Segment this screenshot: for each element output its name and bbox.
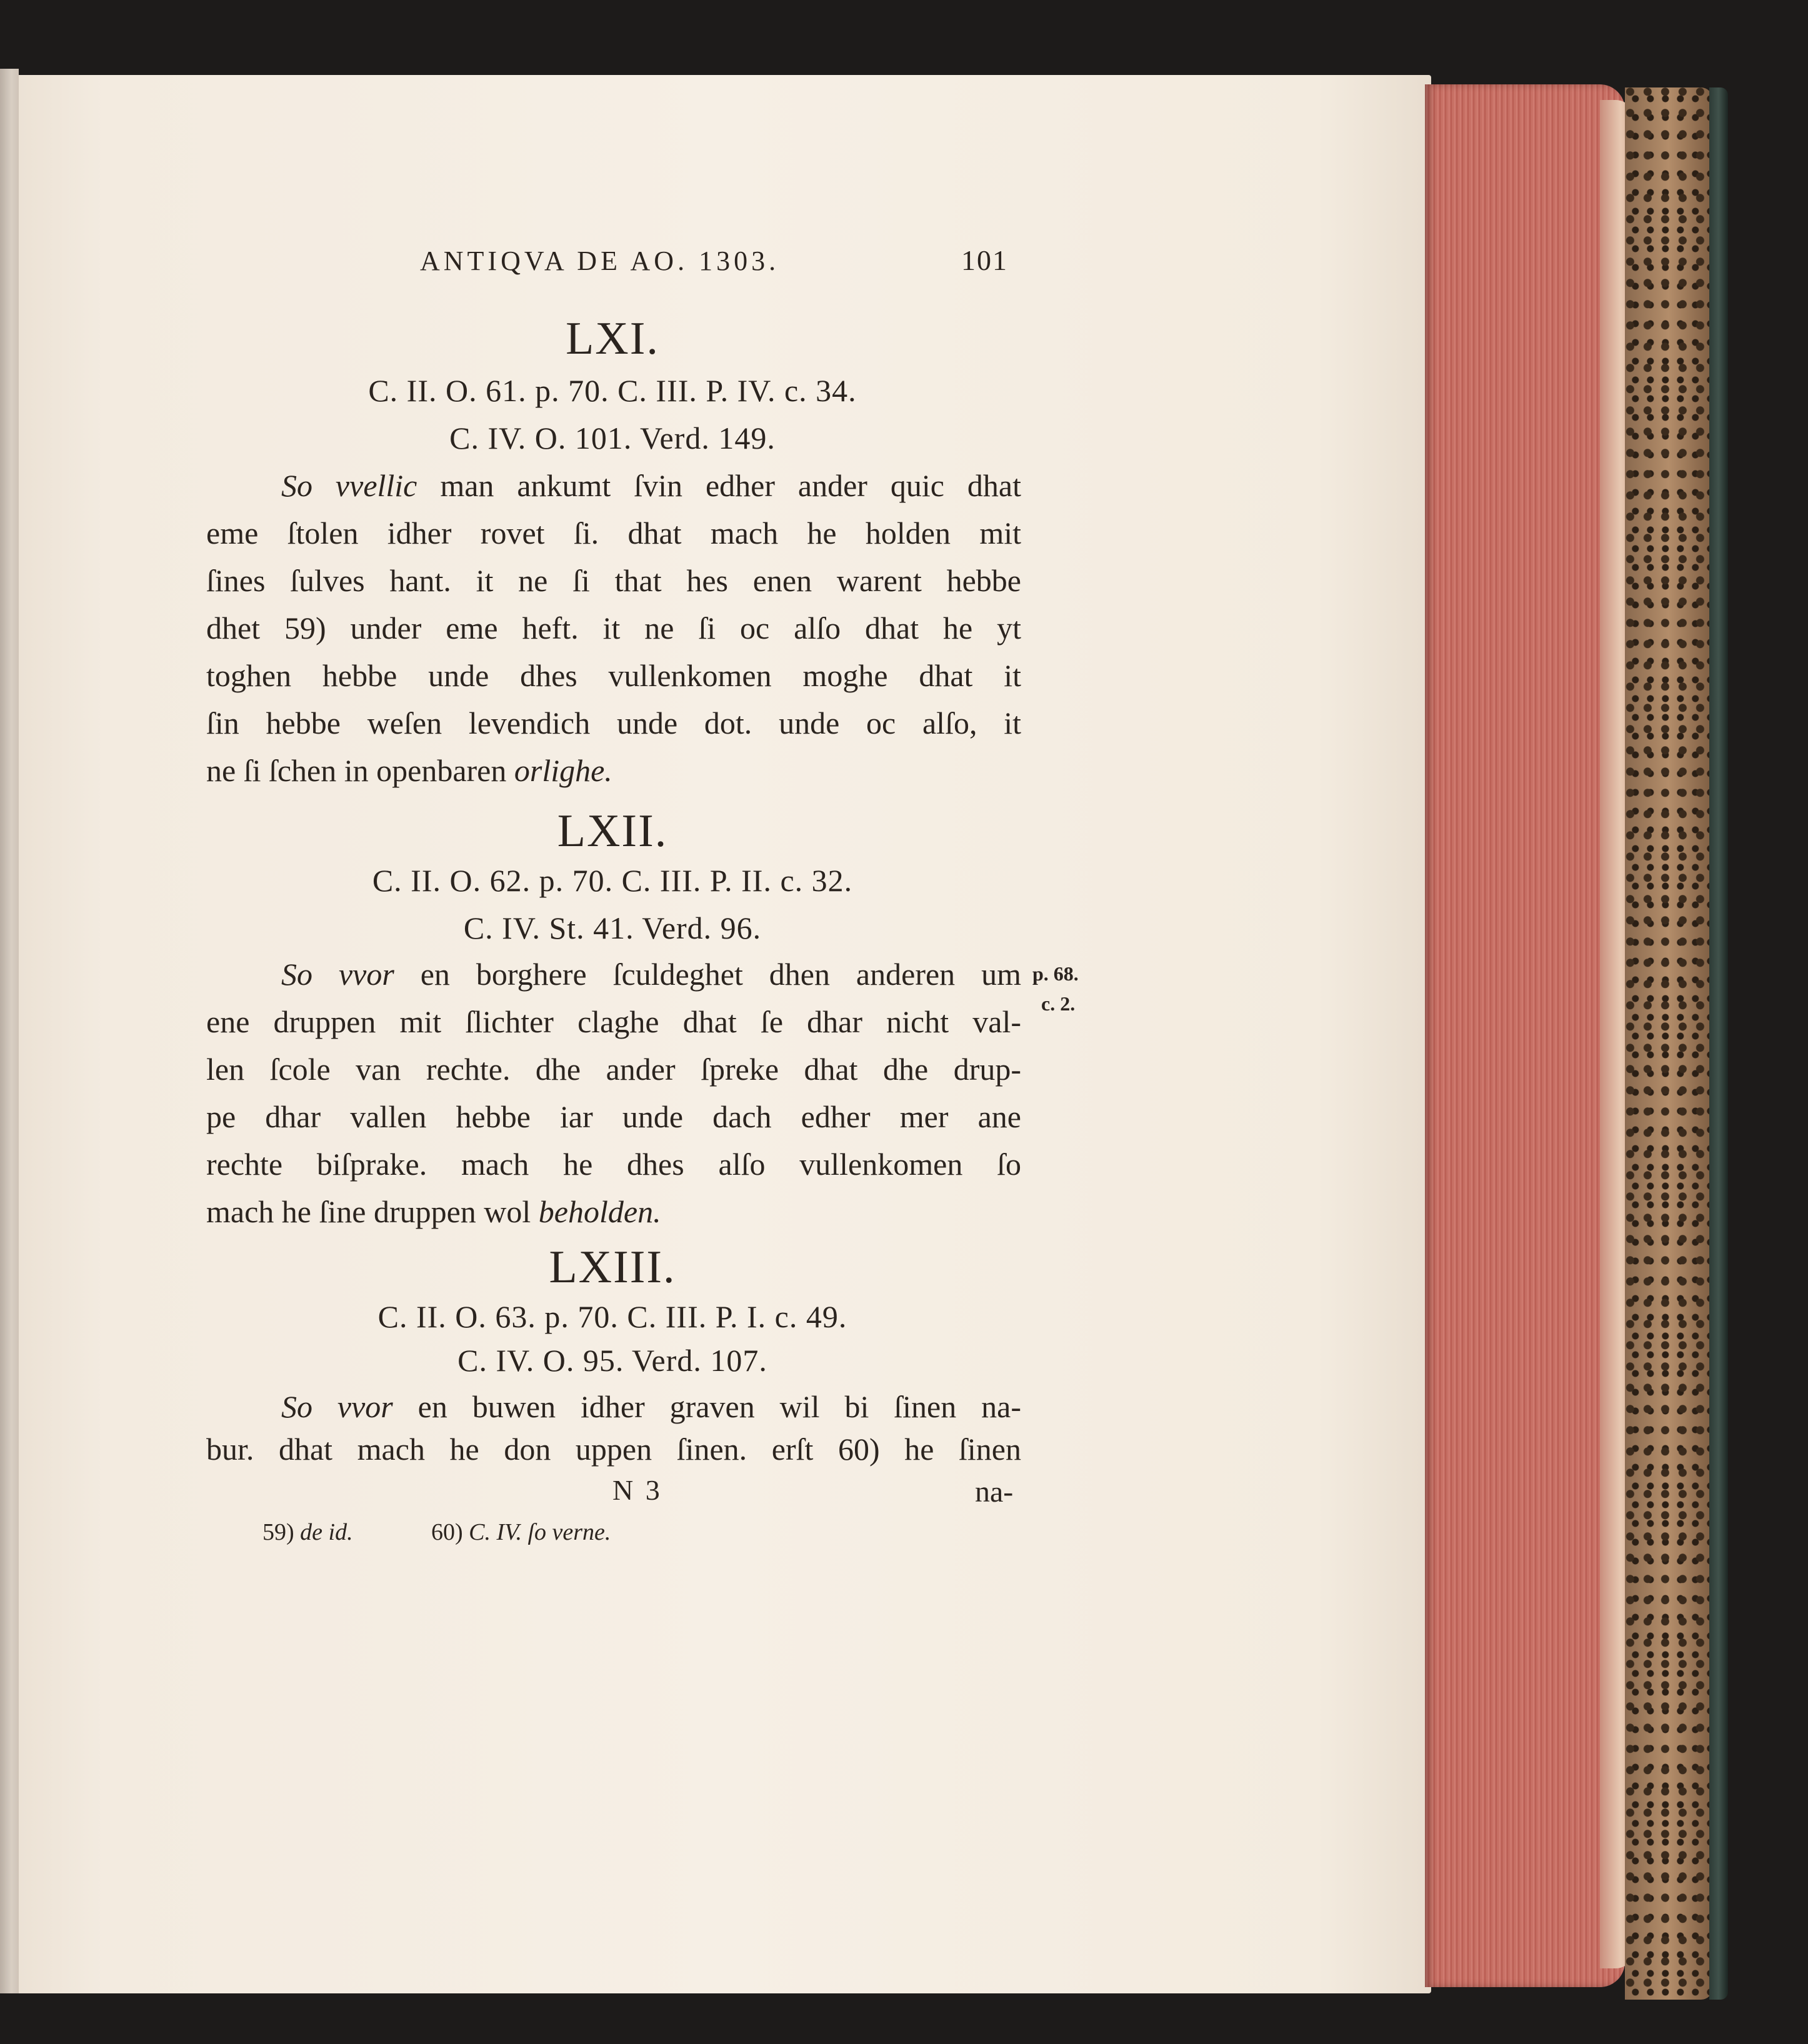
incipit: So vvor [281,1389,393,1424]
text-line: eme ſtolen idher rovet ſi. dhat mach he holden mit [206,516,1021,551]
text-line: So vvellic man ankumt ſvin edher ander quic dhat [281,468,1021,503]
text-line: ſin hebbe weſen levendich unde dot. unde oc alſo, it [206,705,1021,740]
text-line: bur. dhat mach he don uppen ſinen. erſt 60) he ſinen [206,1432,1021,1467]
signature-mark: N 3 [612,1474,662,1506]
page-block-edge [1425,84,1625,1987]
marginal-note: p. 68. [1032,962,1079,985]
catchword: na- [975,1475,1014,1508]
text-line: len ſcole van rechte. dhe ander ſpreke dhat dhe drup- [206,1052,1021,1087]
page-number: 101 [961,244,1008,276]
footnote: 60) C. IV. ſo verne. [431,1519,611,1545]
cover-spine-edge [1709,87,1728,2000]
marginal-note: c. 2. [1041,992,1076,1015]
concordance-ref: C. IV. O. 101. Verd. 149. [449,421,776,456]
text-line: toghen hebbe unde dhes vullenkomen moghe dhat it [206,658,1021,693]
footnote: 59) de id. [262,1519,353,1545]
running-head: ANTIQVA DE AO. 1303. [420,246,780,276]
text-line: mach he ſine druppen wol beholden. [206,1194,661,1229]
book-cover [1625,87,1712,2000]
text-line: So vvor en buwen idher graven wil bi ſinen na- [281,1389,1021,1424]
concordance-ref: C. II. O. 62. p. 70. C. III. P. II. c. 32. [372,863,853,898]
section-numeral: LXIII. [549,1242,676,1293]
text-line: rechte biſprake. mach he dhes alſo vullenkomen ſo [206,1147,1021,1182]
concordance-ref: C. II. O. 61. p. 70. C. III. P. IV. c. 34. [368,373,857,408]
text-line: dhet 59) under eme heft. it ne ſi oc alſo dhat he yt [206,611,1021,646]
text-line: pe dhar vallen hebbe iar unde dach edher mer ane [206,1099,1021,1134]
section-numeral: LXI. [566,313,659,364]
text-line: ſines ſulves hant. it ne ſi that hes enen warent hebbe [206,563,1021,598]
emphasised-word: orlighe. [514,753,612,788]
concordance-ref: C. IV. O. 95. Verd. 107. [457,1343,767,1378]
section-numeral: LXII. [557,805,668,857]
incipit: So vvor [281,957,394,992]
concordance-ref: C. IV. St. 41. Verd. 96. [463,910,762,945]
incipit: So vvellic [281,468,417,503]
text-line: ene druppen mit ſlichter claghe dhat ſe dhar nicht val- [206,1004,1021,1039]
text-line: So vvor en borghere ſculdeghet dhen anderen um [281,957,1022,992]
emphasised-word: beholden. [538,1194,661,1229]
concordance-ref: C. II. O. 63. p. 70. C. III. P. I. c. 49. [377,1299,847,1334]
text-line: ne ſi ſchen in openbaren orlighe. [206,753,612,788]
